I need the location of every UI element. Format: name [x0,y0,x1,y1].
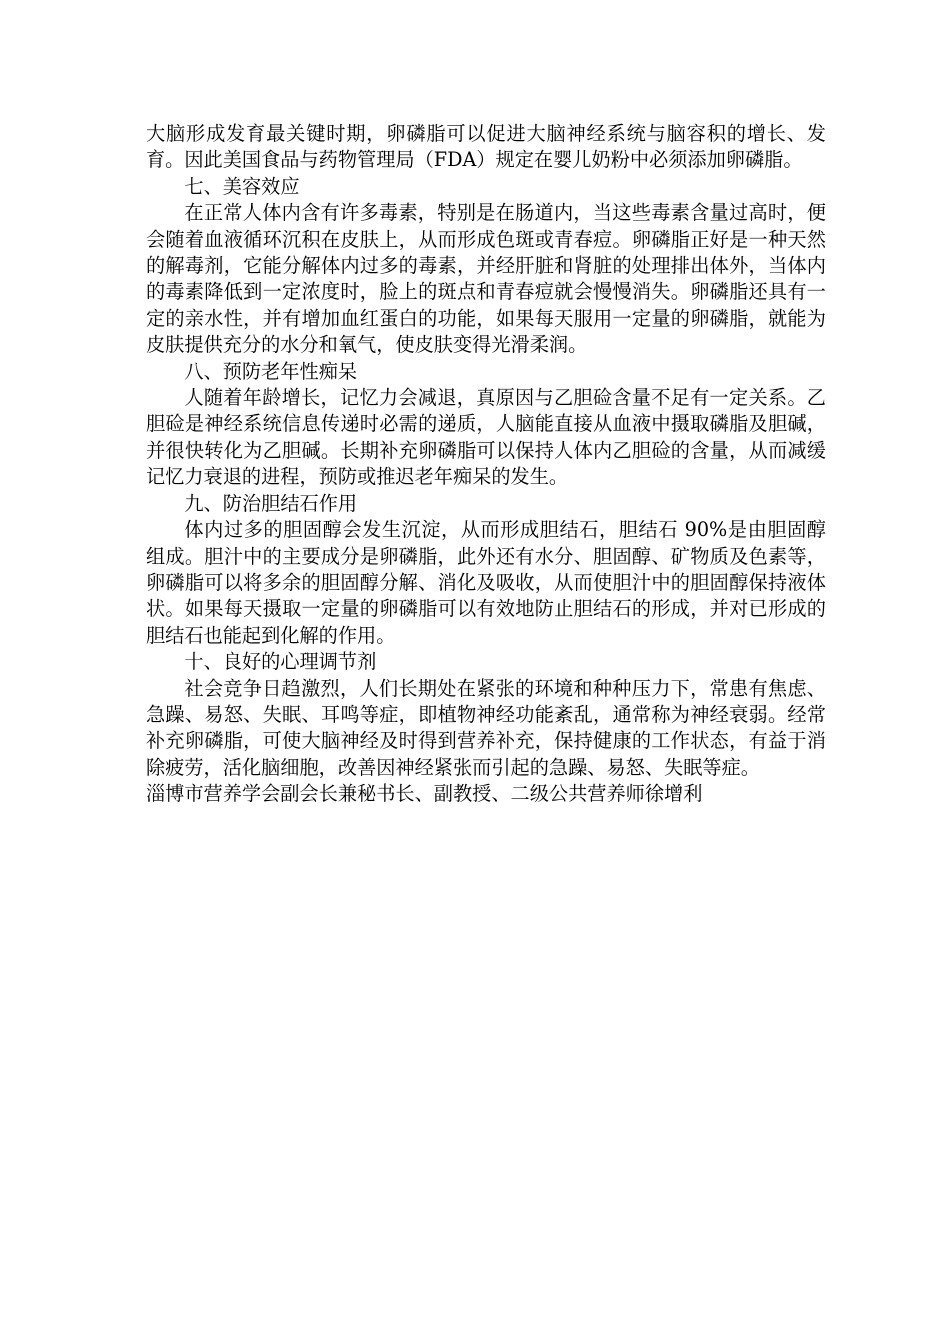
section-heading-beauty: 七、美容效应 [184,174,300,198]
paragraph-beauty: 在正常人体内含有许多毒素，特别是在肠道内，当这些毒素含量过高时，便会随着血液循环沉积在皮肤上，从而形成色斑或青春痘。卵磷脂正好是一种天然的解毒剂，它能分解体内过多的毒素，并经肝脏和肾脏的处理排出体外，当体内的毒素降低到一定浓度时，脸上的斑点和青春痘就会慢慢消失。卵磷脂还具有一定的亲水性，并有增加血红蛋白的功能，如果每天服用一定量的卵磷脂，就能为皮肤提供充分的水分和氧气，使皮肤变得光滑柔润。 [146,201,826,357]
author-signature-line: 淄博市营养学会副会长兼秘书长、副教授、二级公共营养师徐增利 [146,782,703,806]
paragraph-brain-development: 大脑形成发育最关键时期，卵磷脂可以促进大脑神经系统与脑容积的增长、发育。因此美国食品与药物管理局（FDA）规定在婴儿奶粉中必须添加卵磷脂。 [146,122,826,172]
paragraph-gallstones: 体内过多的胆固醇会发生沉淀，从而形成胆结石，胆结石 90%是由胆固醇组成。胆汁中的主要成分是卵磷脂，此外还有水分、胆固醇、矿物质及色素等，卵磷脂可以将多余的胆固醇分解、消化及吸收，从而使胆汁中的胆固醇保持液体状。如果每天摄取一定量的卵磷脂可以有效地防止胆结石的形成，并对已形成的胆结石也能起到化解的作用。 [146,518,826,647]
section-heading-gallstones: 九、防治胆结石作用 [184,491,358,515]
section-heading-dementia: 八、预防老年性痴呆 [184,359,358,383]
document-body [146,121,826,808]
paragraph-psychology: 社会竞争日趋激烈，人们长期处在紧张的环境和种种压力下，常患有焦虑、急躁、易怒、失眠、耳鸣等症，即植物神经功能紊乱，通常称为神经衰弱。经常补充卵磷脂，可使大脑神经及时得到营养补充，保持健康的工作状态，有益于消除疲劳，活化脑细胞，改善因神经紧张而引起的急躁、易怒、失眠等症。 [146,676,826,779]
section-heading-psychology: 十、良好的心理调节剂 [184,650,377,674]
paragraph-dementia: 人随着年龄增长，记忆力会减退，真原因与乙胆硷含量不足有一定关系。乙胆硷是神经系统信息传递时必需的递质，人脑能直接从血液中摄取磷脂及胆碱，并很快转化为乙胆碱。长期补充卵磷脂可以保持人体内乙胆硷的含量，从而减缓记忆力衰退的进程，预防或推迟老年痴呆的发生。 [146,386,826,489]
